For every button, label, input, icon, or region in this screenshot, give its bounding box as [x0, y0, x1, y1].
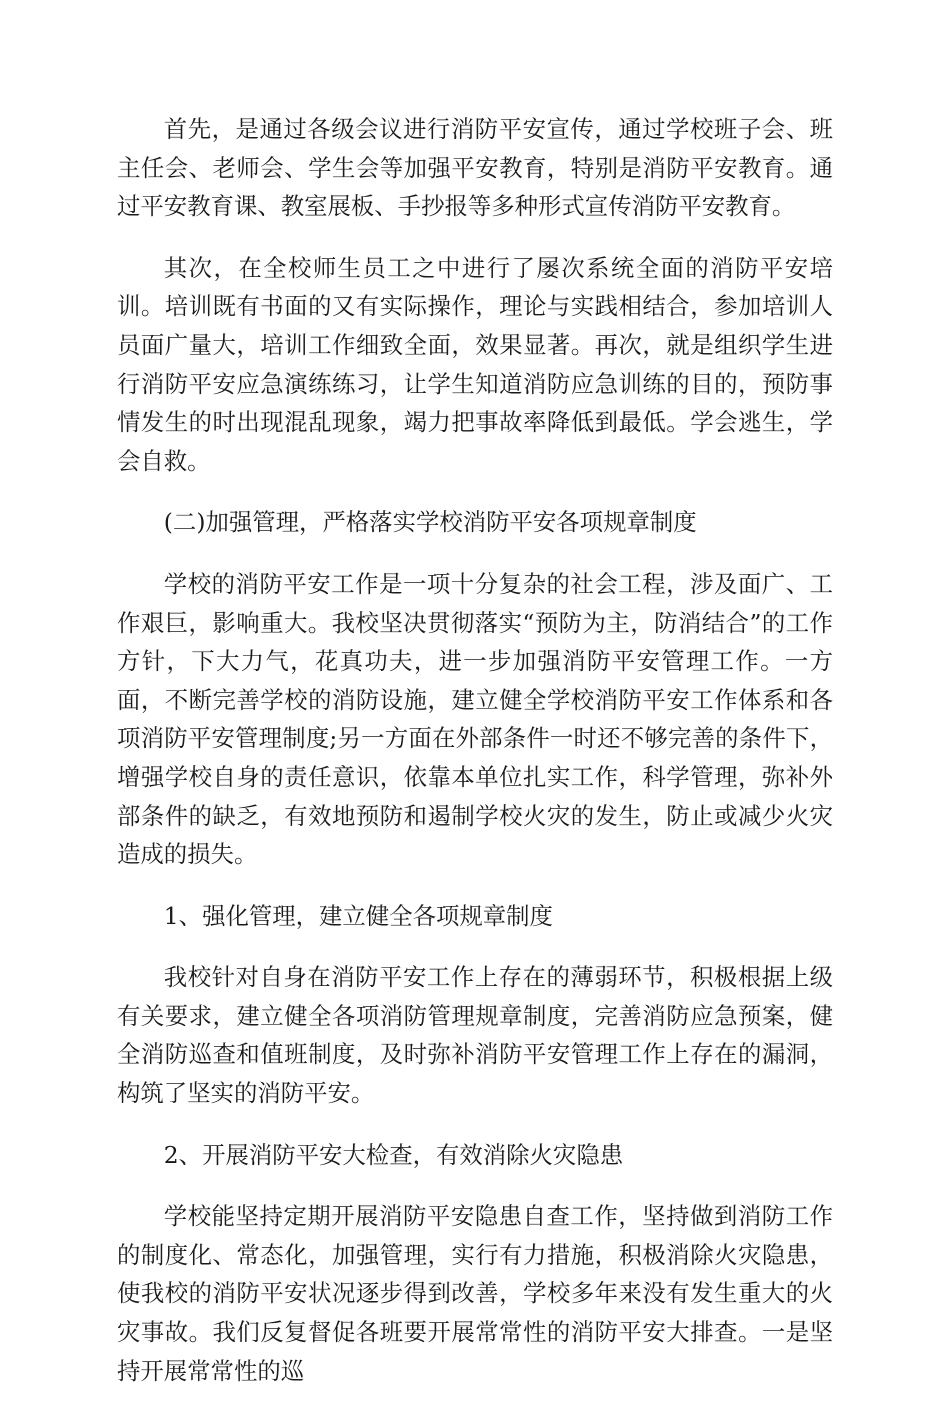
subheading-rules: 1、强化管理，建立健全各项规章制度 [163, 901, 553, 930]
paragraph-safety-work: 学校的消防平安工作是一项十分复杂的社会工程，涉及面广、工作艰巨，影响重大。我校坚决贯彻落实“预防为主，防消结合”的工作方针，下大力气，花真功夫，进一步加强消防平安管理工作。一方面，不断完善学校的消防设施，建立健全学校消防平安工作体系和各项消防平安管理制度;另一方面在外部条件一时还不够完善的条件下，增强学校自身的责任意识，依靠本单位扎实工作，科学管理，弥补外部条件的缺乏，有效地预防和遏制学校火灾的发生，防止或减少火灾造成的损失。 [117, 569, 833, 869]
paragraph-publicity: 首先，是通过各级会议进行消防平安宣传，通过学校班子会、班主任会、老师会、学生会等加强平安教育，特别是消防平安教育。通过平安教育课、教室展板、手抄报等多种形式宣传消防平安教育。 [117, 115, 833, 221]
subheading-inspection: 2、开展消防平安大检查，有效消除火灾隐患 [163, 1140, 624, 1169]
paragraph-training: 其次，在全校师生员工之中进行了屡次系统全面的消防平安培训。培训既有书面的又有实际操作，理论与实践相结合，参加培训人员面广量大，培训工作细致全面，效果显著。再次，就是组织学生进行消防平安应急演练练习，让学生知道消防应急训练的目的，预防事情发生的时出现混乱现象，竭力把事故率降低到最低。学会逃生，学会自救。 [117, 253, 833, 475]
section-heading-management: (二)加强管理，严格落实学校消防平安各项规章制度 [163, 508, 697, 537]
document-body [117, 110, 833, 1413]
paragraph-inspection: 学校能坚持定期开展消防平安隐患自查工作，坚持做到消防工作的制度化、常态化，加强管理，实行有力措施，积极消除火灾隐患，使我校的消防平安状况逐步得到改善，学校多年来没有发生重大的火灾事故。我们反复督促各班要开展常常性的消防平安大排查。一是坚持开展常常性的巡 [117, 1202, 833, 1385]
paragraph-rules: 我校针对自身在消防平安工作上存在的薄弱环节，积极根据上级有关要求，建立健全各项消防管理规章制度，完善消防应急预案，健全消防巡查和值班制度，及时弥补消防平安管理工作上存在的漏洞，构筑了坚实的消防平安。 [117, 963, 833, 1108]
